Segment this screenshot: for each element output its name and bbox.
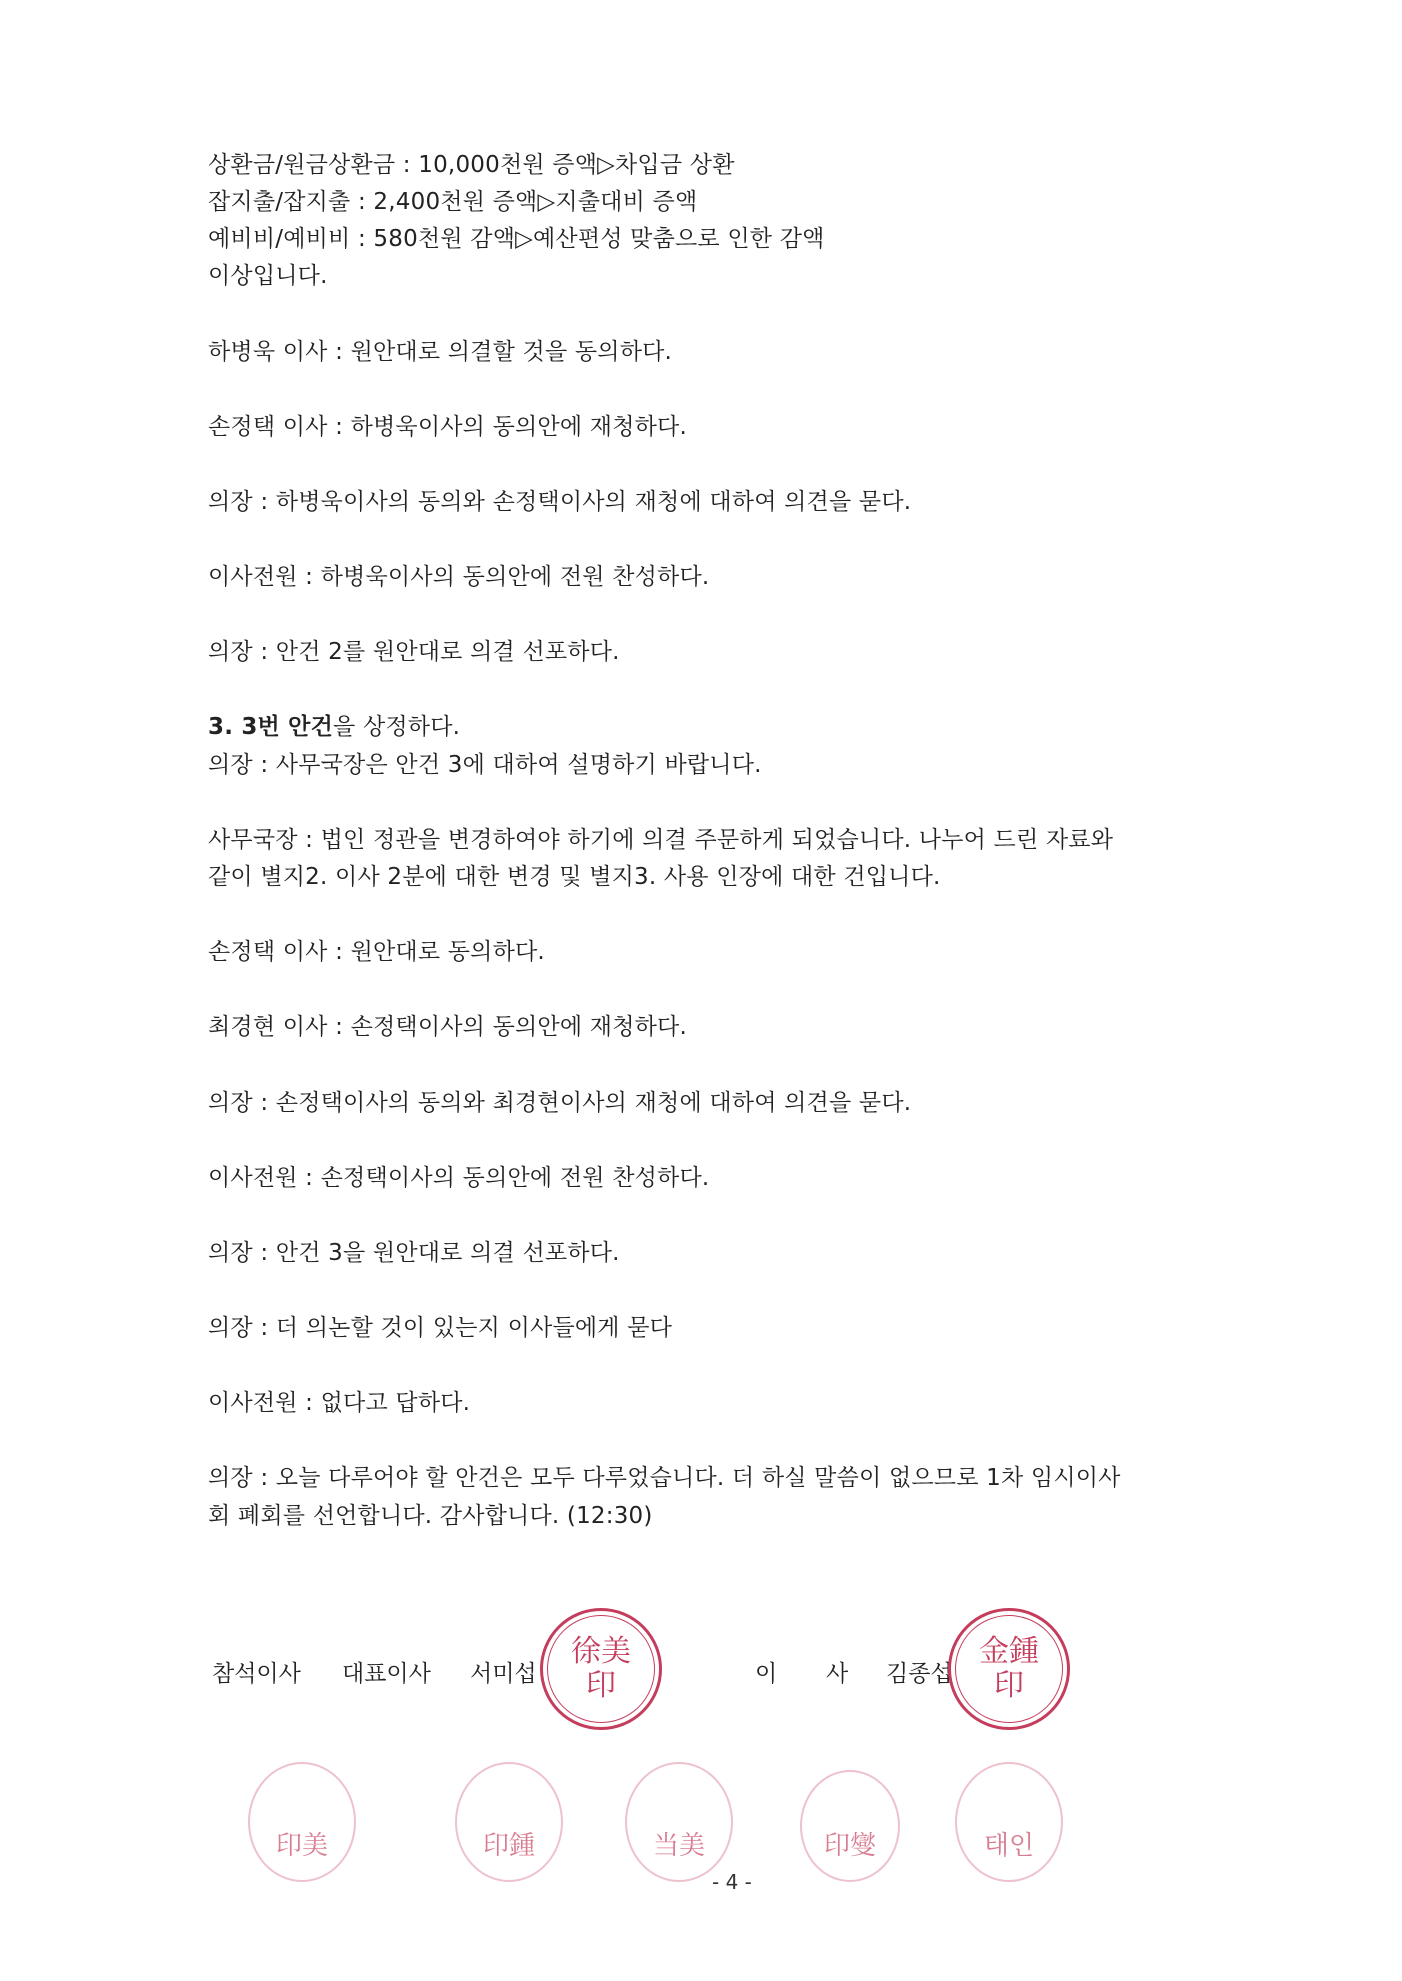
budget-line-misc: 잡지출/잡지출 : 2,400천원 증액▷지출대비 증액	[208, 189, 698, 215]
attending-directors-label: 참석이사	[212, 1661, 301, 1687]
chair-declare-line-2: 의장 : 안건 3을 원안대로 의결 선포하다.	[208, 1240, 620, 1266]
faint-seal-5	[955, 1762, 1063, 1882]
representative-name: 서미섭	[470, 1661, 537, 1687]
agenda-3-heading-rest: 을 상정하다.	[333, 714, 461, 740]
faint-seal-1-text: 印美	[275, 1831, 328, 1861]
director-seal	[948, 1608, 1070, 1730]
closing-remark: 이상입니다.	[208, 263, 328, 289]
faint-seal-4	[800, 1770, 900, 1882]
chair-opinion-line-2: 의장 : 손정택이사의 동의와 최경현이사의 재청에 대하여 의견을 묻다.	[208, 1090, 912, 1116]
director-name: 김종섭	[886, 1661, 953, 1687]
page-number: - 4 -	[712, 1870, 752, 1894]
faint-seal-5-text: 태인	[983, 1831, 1035, 1861]
faint-seal-4-text: 印燮	[823, 1831, 876, 1861]
motion-line: 하병욱 이사 : 원안대로 의결할 것을 동의하다.	[208, 339, 673, 365]
seal2-top-text: 金鍾	[979, 1634, 1039, 1669]
agenda-3-heading	[208, 712, 460, 742]
budget-line-repayment: 상환금/원금상환금 : 10,000천원 증액▷차입금 상환	[208, 152, 735, 178]
all-directors-line-2: 이사전원 : 손정택이사의 동의안에 전원 찬성하다.	[208, 1165, 710, 1191]
seal1-top-text: 徐美	[571, 1634, 631, 1669]
representative-title: 대표이사	[342, 1661, 431, 1687]
secretary-line-2: 같이 별지2. 이사 2분에 대한 변경 및 별지3. 사용 인장에 대한 건입니다.	[208, 864, 941, 890]
faint-seal-1	[248, 1762, 356, 1882]
agenda-3-heading-bold: 3. 3번 안건	[208, 714, 334, 740]
director-title-b: 사	[826, 1661, 849, 1687]
second-line-2: 최경현 이사 : 손정택이사의 동의안에 재청하다.	[208, 1014, 687, 1040]
chair-opinion-line: 의장 : 하병욱이사의 동의와 손정택이사의 재청에 대하여 의견을 묻다.	[208, 489, 912, 515]
secretary-line-1: 사무국장 : 법인 정관을 변경하여야 하기에 의결 주문하게 되었습니다. 나누어 드린 자료와	[208, 827, 1114, 853]
seal2-bottom-text: 印	[994, 1668, 1024, 1703]
budget-line-reserve: 예비비/예비비 : 580천원 감액▷예산편성 맞춤으로 인한 감액	[208, 226, 825, 252]
director-title-a: 이	[755, 1661, 778, 1687]
all-directors-line: 이사전원 : 하병욱이사의 동의안에 전원 찬성하다.	[208, 564, 710, 590]
faint-seal-3	[625, 1762, 733, 1882]
chair-declare-line: 의장 : 안건 2를 원안대로 의결 선포하다.	[208, 639, 620, 665]
faint-seal-2-text: 印鍾	[482, 1831, 535, 1861]
chair-closing-line-2: 회 폐회를 선언합니다. 감사합니다. (12:30)	[208, 1503, 653, 1529]
all-directors-answer-line: 이사전원 : 없다고 답하다.	[208, 1390, 471, 1416]
second-line: 손정택 이사 : 하병욱이사의 동의안에 재청하다.	[208, 414, 687, 440]
faint-seal-2	[455, 1762, 563, 1882]
chair-closing-line-1: 의장 : 오늘 다루어야 할 안건은 모두 다루었습니다. 더 하실 말씀이 없으므로 1차 임시이사	[208, 1465, 1121, 1491]
motion-line-2: 손정택 이사 : 원안대로 동의하다.	[208, 939, 545, 965]
chair-ask-line: 의장 : 더 의논할 것이 있는지 이사들에게 묻다	[208, 1315, 673, 1341]
faint-seal-3-text: 当美	[652, 1831, 705, 1861]
representative-seal	[540, 1608, 662, 1730]
chair-request-line: 의장 : 사무국장은 안건 3에 대하여 설명하기 바랍니다.	[208, 752, 762, 778]
seal1-bottom-text: 印	[586, 1668, 616, 1703]
